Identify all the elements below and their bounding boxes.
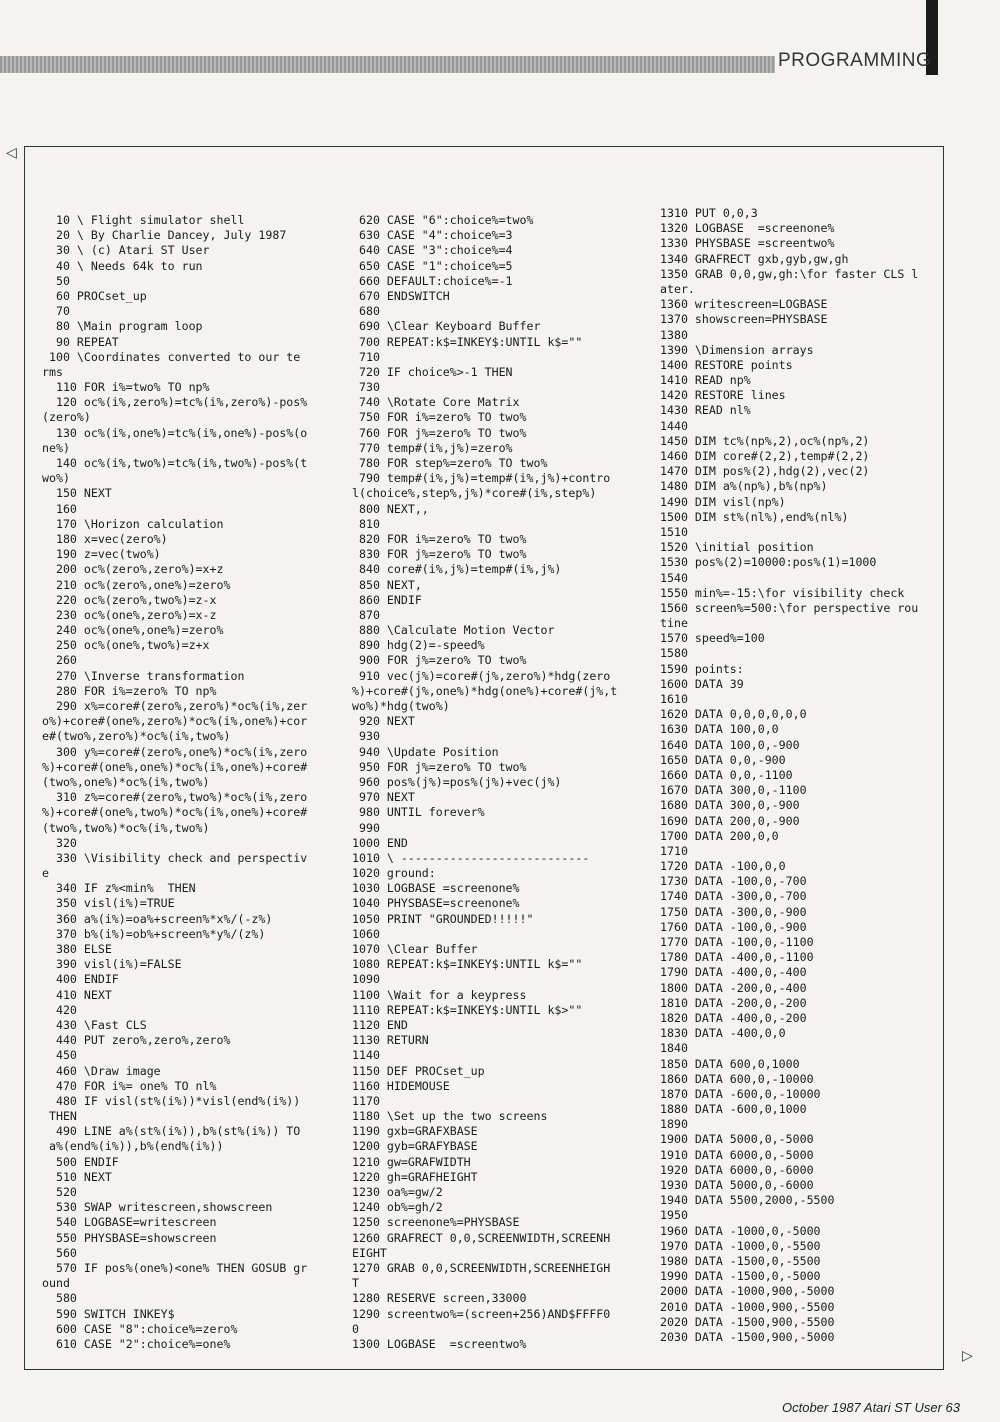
code-line: 390 visl(i%)=FALSE [42,957,182,972]
code-line: 1200 gyb=GRAFYBASE [352,1139,478,1154]
code-line: 820 FOR i%=zero% TO two% [352,531,527,546]
code-line: 880 \Calculate Motion Vector [352,623,555,638]
code-line: 1720 DATA -100,0,0 [660,859,786,874]
code-line: 370 b%(i%)=ob%+screen%*y%/(z%) [42,926,266,941]
code-line: 1850 DATA 600,0,1000 [660,1056,800,1071]
code-line: 660 DEFAULT:choice%=-1 [352,273,513,288]
code-line: 230 oc%(one%,zero%)=x-z [42,607,217,622]
code-line: 1980 DATA -1500,0,-5500 [660,1253,821,1268]
code-line: l(choice%,step%,j%)*core#(i%,step%) [352,486,597,501]
code-line: 910 vec(j%)=core#(j%,zero%)*hdg(zero [352,668,611,683]
code-line: 290 x%=core#(zero%,zero%)*oc%(i%,zer [42,699,308,713]
code-line: 1450 DIM tc%(np%,2),oc%(np%,2) [660,433,870,448]
code-line: ound [42,1276,70,1291]
code-line: 760 FOR j%=zero% TO two% [352,425,527,440]
code-line: 650 CASE "1":choice%=5 [352,258,513,273]
code-line: 1420 RESTORE lines [660,388,786,403]
code-line: 1600 DATA 39 [660,676,744,691]
code-line: 1460 DIM core#(2,2),temp#(2,2) [660,449,870,463]
code-line: T [352,1276,359,1291]
code-line: 60 PROCset_up [42,288,147,303]
code-line: 1330 PHYSBASE =screentwo% [660,236,835,251]
code-line: 450 [42,1048,77,1063]
code-line: 770 temp#(i%,j%)=zero% [352,440,513,455]
code-line: 1800 DATA -200,0,-400 [660,980,807,995]
code-line: THEN [42,1109,77,1124]
code-line: 260 [42,653,77,668]
code-line: 750 FOR i%=zero% TO two% [352,410,527,425]
code-line: 10 \ Flight simulator shell [42,213,245,227]
code-column-1 [42,213,342,1352]
code-line: 960 pos%(j%)=pos%(j%)+vec(j%) [352,774,562,789]
code-line: 720 IF choice%>-1 THEN [352,364,513,379]
code-line: %)+core#(one%,two%)*oc%(i%,one%)+core# [42,805,308,820]
code-line: 970 NEXT [352,790,415,805]
code-line: 1580 [660,646,688,661]
code-line: 810 [352,516,380,531]
code-line: 1630 DATA 100,0,0 [660,722,779,737]
code-column-2 [352,213,652,1352]
code-line: 670 ENDSWITCH [352,288,450,303]
code-line: 20 \ By Charlie Dancey, July 1987 [42,228,287,243]
code-line: 1270 GRAB 0,0,SCREENWIDTH,SCREENHEIGH [352,1260,611,1275]
code-line: 1920 DATA 6000,0,-6000 [660,1162,814,1177]
code-line: 830 FOR j%=zero% TO two% [352,547,527,562]
code-line: 1640 DATA 100,0,-900 [660,737,800,752]
code-line: 1560 screen%=500:\for perspective rou [660,600,919,615]
code-line: e#(two%,zero%)*oc%(i%,two%) [42,729,231,744]
code-line: 1910 DATA 6000,0,-5000 [660,1147,814,1162]
code-line: 1230 oa%=gw/2 [352,1185,443,1199]
code-line: 470 FOR i%= one% TO nl% [42,1078,217,1093]
code-line: 990 [352,820,380,835]
code-line: EIGHT [352,1245,387,1260]
code-line: 1740 DATA -300,0,-700 [660,889,807,904]
code-line: 160 [42,501,77,516]
code-line: 1570 speed%=100 [660,631,765,646]
code-line: 300 y%=core#(zero%,one%)*oc%(i%,zero [42,744,308,759]
code-line: 780 FOR step%=zero% TO two% [352,456,548,470]
code-line: 1110 REPEAT:k$=INKEY$:UNTIL k$>"" [352,1002,583,1017]
code-line: 1210 gw=GRAFWIDTH [352,1154,471,1169]
code-line: 900 FOR j%=zero% TO two% [352,653,527,668]
section-title: PROGRAMMING [778,50,932,71]
code-line: (zero%) [42,410,91,425]
code-line: 1130 RETURN [352,1033,429,1048]
code-line: 510 NEXT [42,1169,112,1184]
code-line: 0 [352,1321,359,1336]
code-line: (two%,one%)*oc%(i%,two%) [42,774,210,789]
code-line: 170 \Horizon calculation [42,516,224,531]
code-line: 1290 screentwo%=(screen+256)AND$FFFF0 [352,1306,611,1321]
code-line: 1960 DATA -1000,0,-5000 [660,1223,821,1238]
code-line: 2000 DATA -1000,900,-5000 [660,1284,835,1299]
code-line: 1280 RESERVE screen,33000 [352,1291,527,1306]
code-line: 890 hdg(2)=-speed% [352,638,485,653]
code-line: 850 NEXT, [352,577,422,592]
code-line: 480 IF visl(st%(i%))*visl(end%(i%)) [42,1093,301,1108]
code-line: 1940 DATA 5500,2000,-5500 [660,1193,835,1208]
code-line: 1660 DATA 0,0,-1100 [660,767,793,782]
code-line: 1030 LOGBASE =screenone% [352,881,520,896]
code-line: %)+core#(j%,one%)*hdg(one%)+core#(j%,t [352,683,618,698]
code-line: o%)+core#(one%,zero%)*oc%(i%,one%)+cor [42,714,308,729]
code-line: 640 CASE "3":choice%=4 [352,243,513,258]
code-line: 1410 READ np% [660,373,751,388]
code-line: 680 [352,304,380,319]
code-line: 1870 DATA -600,0,-10000 [660,1086,821,1101]
code-line: 1400 RESTORE points [660,357,793,372]
code-line: 1040 PHYSBASE=screenone% [352,896,520,911]
code-line: (two%,two%)*oc%(i%,two%) [42,820,210,835]
code-line: 1080 REPEAT:k$=INKEY$:UNTIL k$="" [352,957,583,972]
code-line: 1000 END [352,835,408,850]
code-line: 360 a%(i%)=oa%+screen%*x%/(-z%) [42,911,273,926]
code-line: 1370 showscreen=PHYSBASE [660,312,828,327]
code-line: 310 z%=core#(zero%,two%)*oc%(i%,zero [42,790,308,805]
code-line: 210 oc%(zero%,one%)=zero% [42,577,231,592]
code-line: 80 \Main program loop [42,319,203,334]
code-line: 790 temp#(i%,j%)=temp#(i%,j%)+contro [352,471,611,486]
code-line: 2010 DATA -1000,900,-5500 [660,1299,835,1314]
code-line: 1950 [660,1208,688,1223]
code-line: 1790 DATA -400,0,-400 [660,965,807,980]
code-line: 1300 LOGBASE =screentwo% [352,1336,527,1351]
code-line: 50 [42,273,70,288]
code-line: 1360 writescreen=LOGBASE [660,297,828,312]
code-line: 1820 DATA -400,0,-200 [660,1010,807,1025]
code-line: 920 NEXT [352,714,415,729]
code-line: 1170 [352,1093,380,1108]
code-line: 1310 PUT 0,0,3 [660,206,758,220]
code-line: 800 NEXT,, [352,501,429,516]
code-line: 1380 [660,327,688,342]
code-line: 980 UNTIL forever% [352,805,485,820]
code-line: rms [42,364,63,379]
code-line: 1190 gxb=GRAFXBASE [352,1124,478,1139]
code-line: 1700 DATA 200,0,0 [660,828,779,843]
code-line: 380 ELSE [42,942,112,956]
code-line: 430 \Fast CLS [42,1017,147,1032]
code-line: 350 visl(i%)=TRUE [42,896,175,911]
code-line: 180 x=vec(zero%) [42,531,168,546]
code-line: 1810 DATA -200,0,-200 [660,995,807,1010]
code-line: 400 ENDIF [42,972,119,987]
code-line: 1090 [352,972,380,987]
code-line: 740 \Rotate Core Matrix [352,395,520,410]
code-line: 110 FOR i%=two% TO np% [42,380,210,395]
code-line: 90 REPEAT [42,334,119,349]
code-line: 1160 HIDEMOUSE [352,1078,450,1093]
code-line: 1340 GRAFRECT gxb,gyb,gw,gh [660,251,849,266]
code-line: 570 IF pos%(one%)<one% THEN GOSUB gr [42,1260,308,1275]
code-line: 1840 [660,1041,688,1056]
code-line: tine [660,616,688,631]
code-line: 1060 [352,926,380,941]
code-line: wo%) [42,471,70,486]
code-line: 580 [42,1291,77,1306]
code-line: 950 FOR j%=zero% TO two% [352,759,527,774]
code-line: 840 core#(i%,j%)=temp#(i%,j%) [352,562,562,577]
code-line: 410 NEXT [42,987,112,1002]
code-line: 270 \Inverse transformation [42,668,245,683]
code-line: 1900 DATA 5000,0,-5000 [660,1132,814,1147]
code-line: 1470 DIM pos%(2),hdg(2),vec(2) [660,464,870,479]
code-line: 1830 DATA -400,0,0 [660,1026,786,1041]
code-line: 1140 [352,1048,380,1063]
code-line: e [42,866,49,881]
code-line: 120 oc%(i%,zero%)=tc%(i%,zero%)-pos% [42,395,308,410]
code-line: 1730 DATA -100,0,-700 [660,874,807,889]
code-line: 1520 \initial position [660,540,814,555]
code-line: 1610 [660,692,688,706]
code-line: 100 \Coordinates converted to our te [42,349,301,364]
code-line: 70 [42,304,70,319]
code-line: 1690 DATA 200,0,-900 [660,813,800,828]
code-line: 1430 READ nl% [660,403,751,418]
code-line: 930 [352,729,380,744]
code-line: 280 FOR i%=zero% TO np% [42,683,217,698]
code-line: 700 REPEAT:k$=INKEY$:UNTIL k$="" [352,334,583,349]
code-line: 1880 DATA -600,0,1000 [660,1102,807,1117]
code-line: 1680 DATA 300,0,-900 [660,798,800,813]
code-line: 190 z=vec(two%) [42,547,161,562]
code-line: 1650 DATA 0,0,-900 [660,752,786,767]
code-line: 620 CASE "6":choice%=two% [352,213,534,227]
code-line: 1180 \Set up the two screens [352,1109,548,1124]
code-line: 1100 \Wait for a keypress [352,987,527,1002]
code-line: 940 \Update Position [352,744,499,759]
code-line: 1620 DATA 0,0,0,0,0,0 [660,707,807,722]
code-line: 550 PHYSBASE=showscreen [42,1230,217,1245]
code-line: 1050 PRINT "GROUNDED!!!!!" [352,911,534,926]
code-line: 440 PUT zero%,zero%,zero% [42,1033,231,1048]
code-line: 330 \Visibility check and perspectiv [42,850,308,865]
code-line: wo%)*hdg(two%) [352,699,450,713]
code-line: 1440 [660,418,688,433]
code-line: 1530 pos%(2)=10000:pos%(1)=1000 [660,555,877,570]
code-line: 520 [42,1185,77,1199]
code-line: ater. [660,281,695,296]
code-line: 1010 \ --------------------------- [352,850,590,865]
code-line: 1220 gh=GRAFHEIGHT [352,1169,478,1184]
code-line: 150 NEXT [42,486,112,501]
code-line: 540 LOGBASE=writescreen [42,1215,217,1230]
code-line: 1480 DIM a%(np%),b%(np%) [660,479,828,494]
code-line: 1970 DATA -1000,0,-5500 [660,1238,821,1253]
code-line: 1590 points: [660,661,744,676]
code-line: 320 [42,835,77,850]
code-line: 600 CASE "8":choice%=zero% [42,1321,238,1336]
code-line: 1020 ground: [352,866,436,881]
code-line: 1890 [660,1117,688,1132]
code-line: 1120 END [352,1017,408,1032]
code-line: 590 SWITCH INKEY$ [42,1306,175,1321]
code-line: 1240 ob%=gh/2 [352,1200,443,1215]
code-line: 1760 DATA -100,0,-900 [660,919,807,934]
code-line: 500 ENDIF [42,1154,119,1169]
code-line: 610 CASE "2":choice%=one% [42,1336,231,1351]
code-line: 1540 [660,570,688,585]
code-column-3 [660,206,940,1345]
code-line: ne%) [42,440,70,455]
code-line: 1860 DATA 600,0,-10000 [660,1071,814,1086]
code-line: 630 CASE "4":choice%=3 [352,228,513,243]
code-line: 860 ENDIF [352,592,422,607]
code-line: 250 oc%(one%,two%)=z+x [42,638,210,653]
page-footer: October 1987 Atari ST User 63 [782,1400,960,1415]
code-line: 460 \Draw image [42,1063,161,1078]
code-line: a%(end%(i%)),b%(end%(i%)) [42,1139,224,1154]
code-line: 530 SWAP writescreen,showscreen [42,1200,273,1215]
code-line: 1070 \Clear Buffer [352,942,478,956]
code-line: 1150 DEF PROCset_up [352,1063,485,1078]
left-arrow-marker: ◁ [6,145,17,161]
code-line: 1710 [660,843,688,858]
code-line: 1250 screenone%=PHYSBASE [352,1215,520,1230]
code-line: 1750 DATA -300,0,-900 [660,904,807,919]
code-line: 1990 DATA -1500,0,-5000 [660,1269,821,1284]
code-line: 200 oc%(zero%,zero%)=x+z [42,562,224,577]
code-line: 1770 DATA -100,0,-1100 [660,935,814,949]
code-line: 1670 DATA 300,0,-1100 [660,783,807,798]
code-line: 710 [352,349,380,364]
right-arrow-marker: ▷ [962,1348,973,1364]
code-line: 1390 \Dimension arrays [660,342,814,357]
code-line: 240 oc%(one%,one%)=zero% [42,623,224,638]
code-line: 420 [42,1002,77,1017]
code-line: 40 \ Needs 64k to run [42,258,203,273]
code-line: 1550 min%=-15:\for visibility check [660,585,905,600]
code-line: 560 [42,1245,77,1260]
code-line: 2020 DATA -1500,900,-5500 [660,1314,835,1329]
code-line: 730 [352,380,380,395]
code-line: 1780 DATA -400,0,-1100 [660,950,814,965]
code-line: 1260 GRAFRECT 0,0,SCREENWIDTH,SCREENH [352,1230,611,1245]
code-line: 220 oc%(zero%,two%)=z-x [42,592,217,607]
code-line: 30 \ (c) Atari ST User [42,243,210,258]
code-line: 1930 DATA 5000,0,-6000 [660,1178,814,1192]
header-rule [0,56,775,73]
code-line: 870 [352,607,380,622]
code-line: 140 oc%(i%,two%)=tc%(i%,two%)-pos%(t [42,456,308,470]
code-line: 1350 GRAB 0,0,gw,gh:\for faster CLS l [660,266,919,281]
code-line: 130 oc%(i%,one%)=tc%(i%,one%)-pos%(o [42,425,308,440]
code-line: 1320 LOGBASE =screenone% [660,221,835,236]
code-line: %)+core#(one%,one%)*oc%(i%,one%)+core# [42,759,308,774]
code-line: 2030 DATA -1500,900,-5000 [660,1329,835,1344]
code-line: 1500 DIM st%(nl%),end%(nl%) [660,509,849,524]
code-line: 1490 DIM visl(np%) [660,494,786,509]
code-line: 340 IF z%<min% THEN [42,881,196,896]
code-line: 690 \Clear Keyboard Buffer [352,319,541,334]
code-line: 1510 [660,524,688,539]
code-line: 490 LINE a%(st%(i%)),b%(st%(i%)) TO [42,1124,301,1139]
